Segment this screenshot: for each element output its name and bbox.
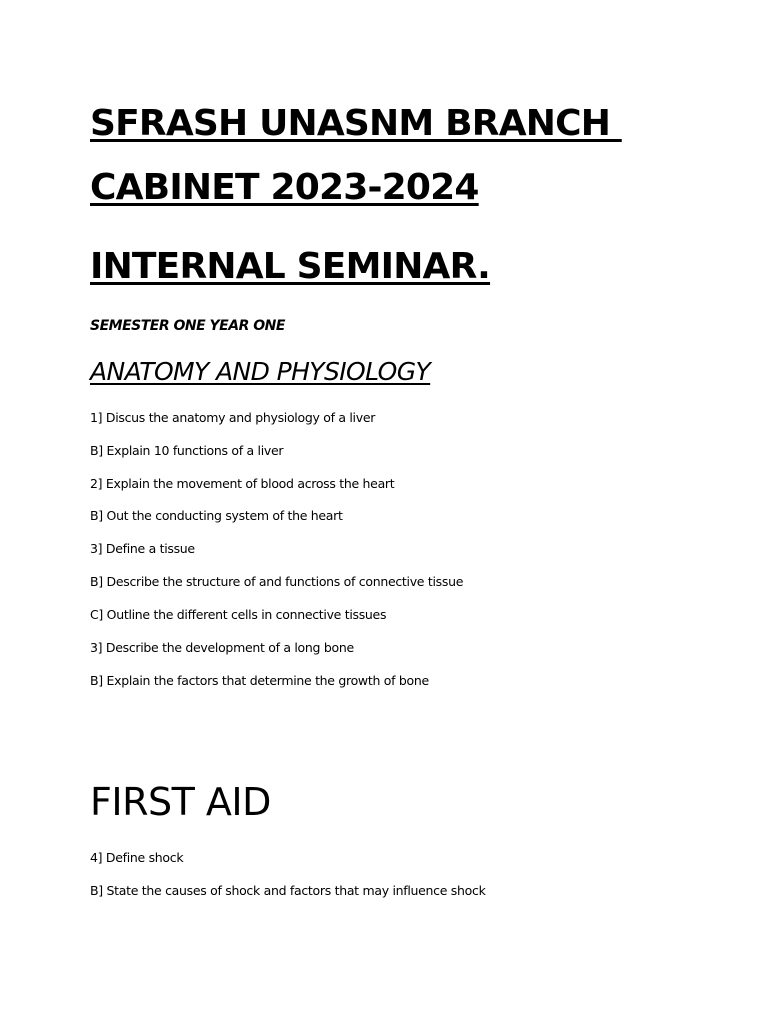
question-item: 1] Discus the anatomy and physiology of a liver bbox=[90, 410, 376, 425]
semester-subtitle: SEMESTER ONE YEAR ONE bbox=[90, 318, 285, 334]
question-item: B] Explain the factors that determine the growth of bone bbox=[90, 673, 429, 688]
question-item: 3] Define a tissue bbox=[90, 541, 195, 556]
title-line-3: INTERNAL SEMINAR. bbox=[90, 246, 491, 287]
question-item: C] Outline the different cells in connective tissues bbox=[90, 607, 387, 622]
question-item: B] Describe the structure of and functions of connective tissue bbox=[90, 574, 464, 589]
anatomy-heading: ANATOMY AND PHYSIOLOGY bbox=[90, 357, 431, 386]
question-item: B] Out the conducting system of the heart bbox=[90, 508, 343, 523]
question-item: 4] Define shock bbox=[90, 850, 184, 865]
question-item: B] Explain 10 functions of a liver bbox=[90, 443, 284, 458]
first-aid-heading: FIRST AID bbox=[90, 780, 271, 824]
question-item: B] State the causes of shock and factors that may influence shock bbox=[90, 883, 486, 898]
question-item: 3] Describe the development of a long bone bbox=[90, 640, 354, 655]
question-item: 2] Explain the movement of blood across the heart bbox=[90, 476, 395, 491]
title-line-1: SFRASH UNASNM BRANCH bbox=[90, 103, 622, 144]
title-line-2: CABINET 2023-2024 bbox=[90, 167, 479, 208]
